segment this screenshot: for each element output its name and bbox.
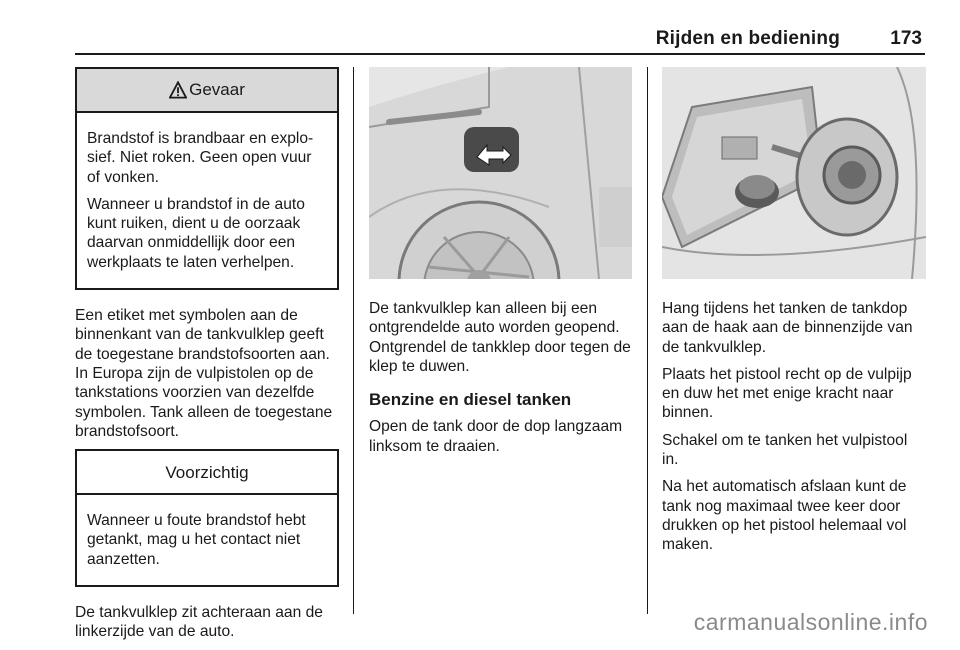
header-divider: [75, 53, 925, 55]
top-up-paragraph: Na het automatisch afslaan kunt de tank nog maximaal twee keer door drukken op het pistool helemaal vol maken.: [662, 478, 907, 554]
caution-box-header: [77, 451, 337, 495]
danger-text-2: Wanneer u brandstof in de auto kunt ruiken, dient u de oorzaak daarvan onmiddellijk door een werkplaats te laten verhelpen.: [87, 195, 305, 271]
danger-box-title: Gevaar: [189, 80, 245, 100]
section-heading: Benzine en diesel tanken: [369, 390, 572, 410]
hang-cap-paragraph: Hang tijdens het tanken de tankdop aan de haak aan de binnenzijde van de tankvulklep.: [662, 300, 913, 356]
column-2: [369, 67, 632, 464]
page-number: 173: [890, 28, 922, 49]
activate-nozzle-paragraph: Schakel om te tanken het vulpistool in.: [662, 431, 908, 469]
caution-text: Wanneer u foute brandstof hebt getankt, mag u het contact niet aanzetten.: [87, 512, 306, 568]
open-fuel-cap-illustration: [662, 67, 926, 279]
danger-text-1: Brandstof is brandbaar en explo-sief. Niet roken. Geen open vuur of vonken.: [87, 130, 314, 186]
danger-box: [75, 67, 339, 290]
caution-box-title: Voorzichtig: [165, 462, 249, 482]
page-title: Rijden en bediening: [655, 28, 840, 49]
column-divider-2: [647, 67, 648, 614]
danger-box-header: [77, 69, 337, 113]
watermark: carmanualsonline.info: [693, 609, 928, 635]
column-1: [75, 67, 339, 650]
car-fuel-flap-illustration: [369, 67, 632, 279]
caution-box: [75, 449, 339, 587]
open-tank-paragraph: Open de tank door de dop langzaam linksom te draaien.: [369, 418, 623, 455]
column-3: [662, 67, 926, 563]
warning-triangle-icon: [169, 81, 187, 99]
flap-location-paragraph: De tankvulklep zit achteraan aan de linkerzijde van de auto.: [75, 604, 323, 641]
insert-nozzle-paragraph: Plaats het pistool recht op de vulpijp en duw het met enige kracht naar binnen.: [662, 365, 912, 422]
unlock-flap-paragraph: De tankvulklep kan alleen bij een ontgrendelde auto worden geopend. Ontgrendel de tankklep door tegen de klep te duwen.: [369, 300, 631, 375]
fuel-label-paragraph: Een etiket met symbolen aan de binnenkant van de tankvulklep geeft de toegestane brandstofsoorten aan. In Europa zijn de vulpistolen op de tankstations voorzien van dezelfde symbolen. Tank alleen de toegestane brandstofsoort.: [75, 307, 333, 440]
column-divider-1: [353, 67, 354, 614]
